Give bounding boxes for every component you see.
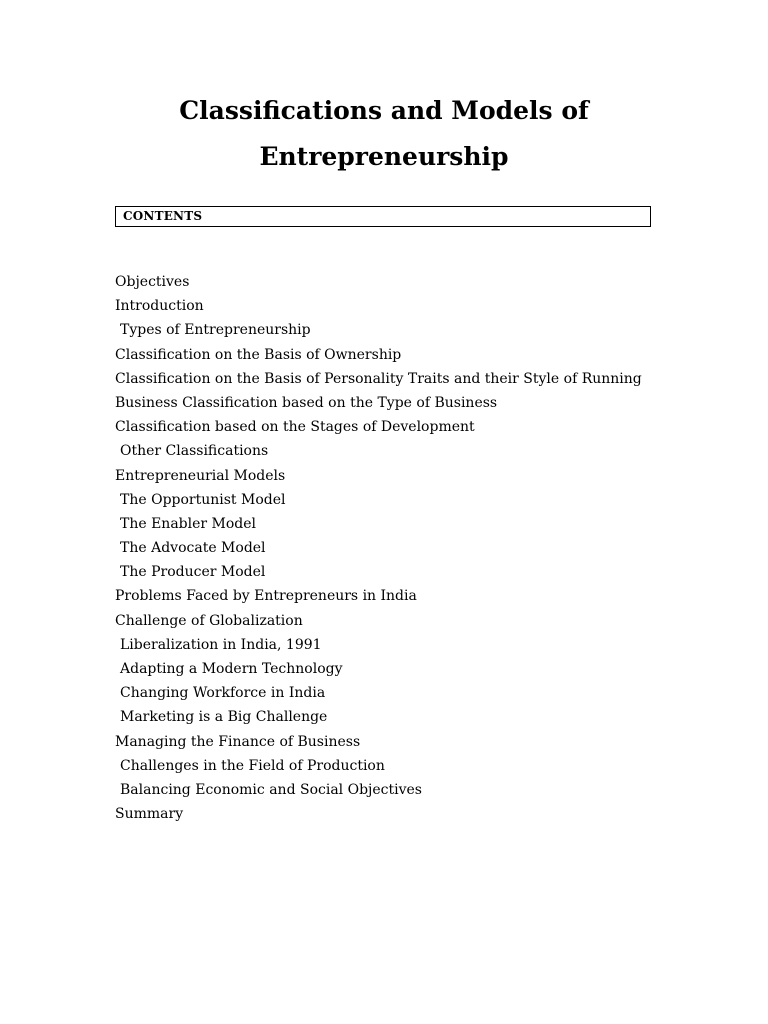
toc-item: Introduction xyxy=(115,298,204,315)
toc-item: Classification on the Basis of Ownership xyxy=(115,346,402,363)
toc-item: Summary xyxy=(115,806,184,823)
toc-item: Other Classifications xyxy=(120,443,269,460)
toc-item: Liberalization in India, 1991 xyxy=(120,636,322,653)
document-title-line-1: Classifications and Models of xyxy=(179,96,589,125)
toc-item: The Opportunist Model xyxy=(120,491,286,508)
toc-item: Entrepreneurial Models xyxy=(115,467,286,484)
toc-item: Classification based on the Stages of Development xyxy=(115,419,475,436)
toc-item: Business Classification based on the Type of Business xyxy=(115,394,498,411)
toc-item: Balancing Economic and Social Objectives xyxy=(120,781,422,798)
toc-item: The Enabler Model xyxy=(120,515,257,532)
toc-item: Challenges in the Field of Production xyxy=(120,757,385,774)
toc-item: Problems Faced by Entrepreneurs in India xyxy=(115,588,417,605)
contents-heading: CONTENTS xyxy=(123,209,203,223)
contents-heading-box xyxy=(115,206,651,227)
table-of-contents xyxy=(115,270,675,826)
toc-item: Marketing is a Big Challenge xyxy=(120,709,328,726)
toc-item: Challenge of Globalization xyxy=(115,612,303,629)
toc-item: Adapting a Modern Technology xyxy=(120,661,343,677)
toc-item: Classification on the Basis of Personality Traits and their Style of Running xyxy=(115,370,642,387)
toc-item: The Advocate Model xyxy=(120,540,266,557)
toc-item: Objectives xyxy=(115,274,190,290)
toc-item: Changing Workforce in India xyxy=(120,685,326,702)
toc-item: The Producer Model xyxy=(120,564,266,581)
document-title-line-2: Entrepreneurship xyxy=(259,142,509,171)
toc-item: Managing the Finance of Business xyxy=(115,733,361,750)
toc-item: Types of Entrepreneurship xyxy=(120,322,311,339)
